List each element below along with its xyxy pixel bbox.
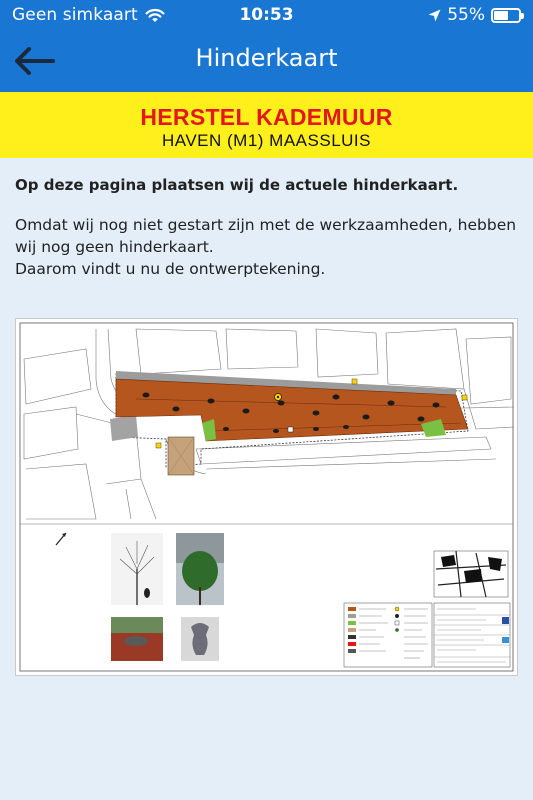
location-inset xyxy=(434,551,508,597)
navigation-bar xyxy=(0,30,533,92)
paragraph-line: Omdat wij nog niet gestart zijn met de werkzaamheden, hebben xyxy=(15,216,517,234)
info-paragraph xyxy=(15,214,520,280)
sign-icon xyxy=(352,379,357,384)
battery-nub xyxy=(521,13,524,19)
design-drawing xyxy=(16,319,517,675)
location-arrow-icon xyxy=(428,9,441,22)
design-drawing-image[interactable] xyxy=(15,318,518,676)
project-banner xyxy=(0,92,533,158)
sign-icon xyxy=(288,427,293,432)
page-title: Hinderkaart xyxy=(195,44,338,72)
sign-icon xyxy=(156,443,161,448)
intro-text: Op deze pagina plaatsen wij de actuele hinderkaart. xyxy=(15,176,459,194)
status-bar xyxy=(0,0,533,30)
status-right-group xyxy=(428,5,521,25)
paragraph-line: Daarom vindt u nu de ontwerptekening. xyxy=(15,260,326,278)
battery-icon xyxy=(491,8,521,23)
status-time: 10:53 xyxy=(239,5,294,25)
app-header xyxy=(0,0,533,92)
banner-title: HERSTEL KADEMUUR xyxy=(140,104,393,130)
paragraph-line: wij nog geen hinderkaart. xyxy=(15,238,214,256)
banner-subtitle: HAVEN (M1) MAASSLUIS xyxy=(161,131,371,150)
battery-level-fill xyxy=(494,11,508,20)
page-content xyxy=(15,172,520,280)
paving-corner xyxy=(110,415,138,441)
legend-box xyxy=(344,603,432,667)
title-block xyxy=(434,603,510,667)
carrier-label: Geen simkaart xyxy=(12,5,138,25)
sign-icon xyxy=(462,395,467,400)
battery-percentage: 55% xyxy=(447,5,485,25)
